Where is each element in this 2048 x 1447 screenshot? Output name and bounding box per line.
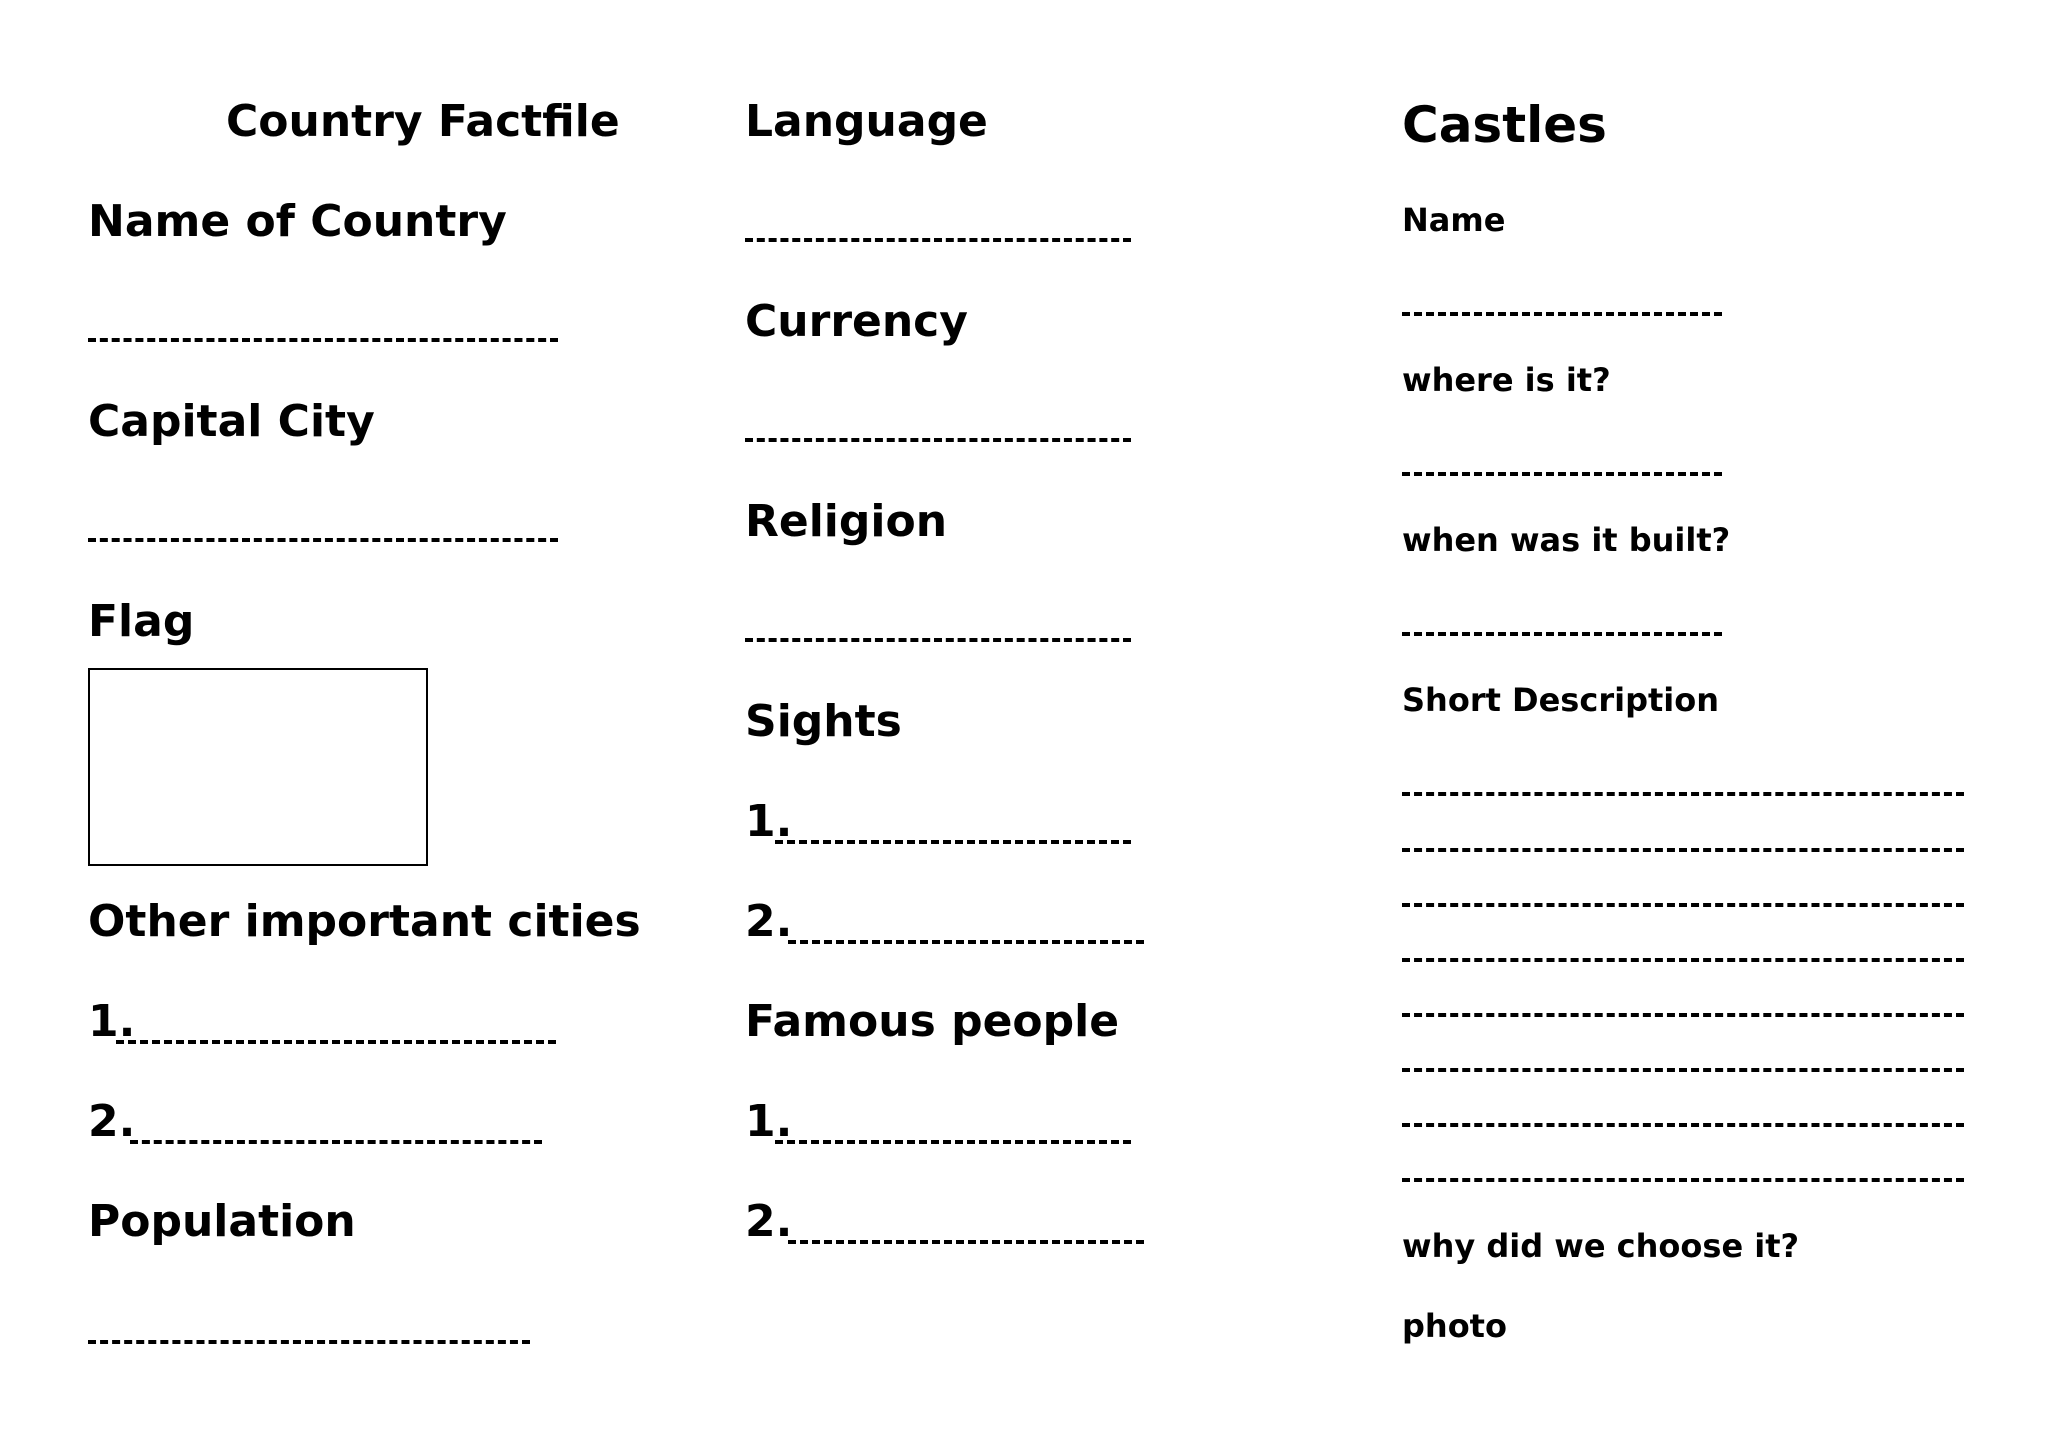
- short-description-label: Short Description: [1402, 681, 1719, 719]
- castle-when-line[interactable]: [1402, 632, 1722, 636]
- worksheet-title: Country Factfile: [226, 96, 620, 147]
- description-line[interactable]: [1402, 792, 1964, 796]
- description-line[interactable]: [1402, 903, 1964, 907]
- currency-line[interactable]: [745, 438, 1131, 442]
- language-line[interactable]: [745, 238, 1131, 242]
- religion-label: Religion: [745, 496, 948, 547]
- currency-label: Currency: [745, 296, 968, 347]
- description-line[interactable]: [1402, 958, 1964, 962]
- religion-line[interactable]: [745, 638, 1131, 642]
- description-line[interactable]: [1402, 1068, 1964, 1072]
- castle-name-line[interactable]: [1402, 312, 1722, 316]
- famous-item-2-line[interactable]: [788, 1240, 1144, 1244]
- photo-label: photo: [1402, 1307, 1507, 1345]
- sight-item-1-line[interactable]: [775, 840, 1131, 844]
- castle-where-line[interactable]: [1402, 472, 1722, 476]
- description-line[interactable]: [1402, 1123, 1964, 1127]
- population-label: Population: [88, 1196, 356, 1247]
- description-line[interactable]: [1402, 848, 1964, 852]
- country-name-line[interactable]: [88, 338, 558, 342]
- why-chosen-label: why did we choose it?: [1402, 1227, 1800, 1265]
- flag-label: Flag: [88, 596, 195, 647]
- famous-item-1-line[interactable]: [775, 1140, 1131, 1144]
- capital-city-line[interactable]: [88, 538, 558, 542]
- capital-city-label: Capital City: [88, 396, 375, 447]
- famous-item-2-number: 2.: [745, 1196, 793, 1247]
- description-line[interactable]: [1402, 1013, 1964, 1017]
- castle-where-label: where is it?: [1402, 361, 1611, 399]
- population-line[interactable]: [88, 1340, 530, 1344]
- sight-item-1-number: 1.: [745, 796, 793, 847]
- sight-item-2-line[interactable]: [788, 940, 1144, 944]
- flag-drawing-box[interactable]: [88, 668, 428, 866]
- city-item-1-line[interactable]: [116, 1040, 556, 1044]
- castle-name-label: Name: [1402, 201, 1506, 239]
- castles-title: Castles: [1402, 96, 1607, 154]
- description-line[interactable]: [1402, 1178, 1964, 1182]
- country-name-label: Name of Country: [88, 196, 507, 247]
- city-item-2-line[interactable]: [130, 1140, 542, 1144]
- sight-item-2-number: 2.: [745, 896, 793, 947]
- famous-people-label: Famous people: [745, 996, 1120, 1047]
- other-cities-label: Other important cities: [88, 896, 641, 947]
- city-item-1-number: 1.: [88, 996, 136, 1047]
- castle-when-label: when was it built?: [1402, 521, 1731, 559]
- city-item-2-number: 2.: [88, 1096, 136, 1147]
- language-label: Language: [745, 96, 988, 147]
- famous-item-1-number: 1.: [745, 1096, 793, 1147]
- sights-label: Sights: [745, 696, 902, 747]
